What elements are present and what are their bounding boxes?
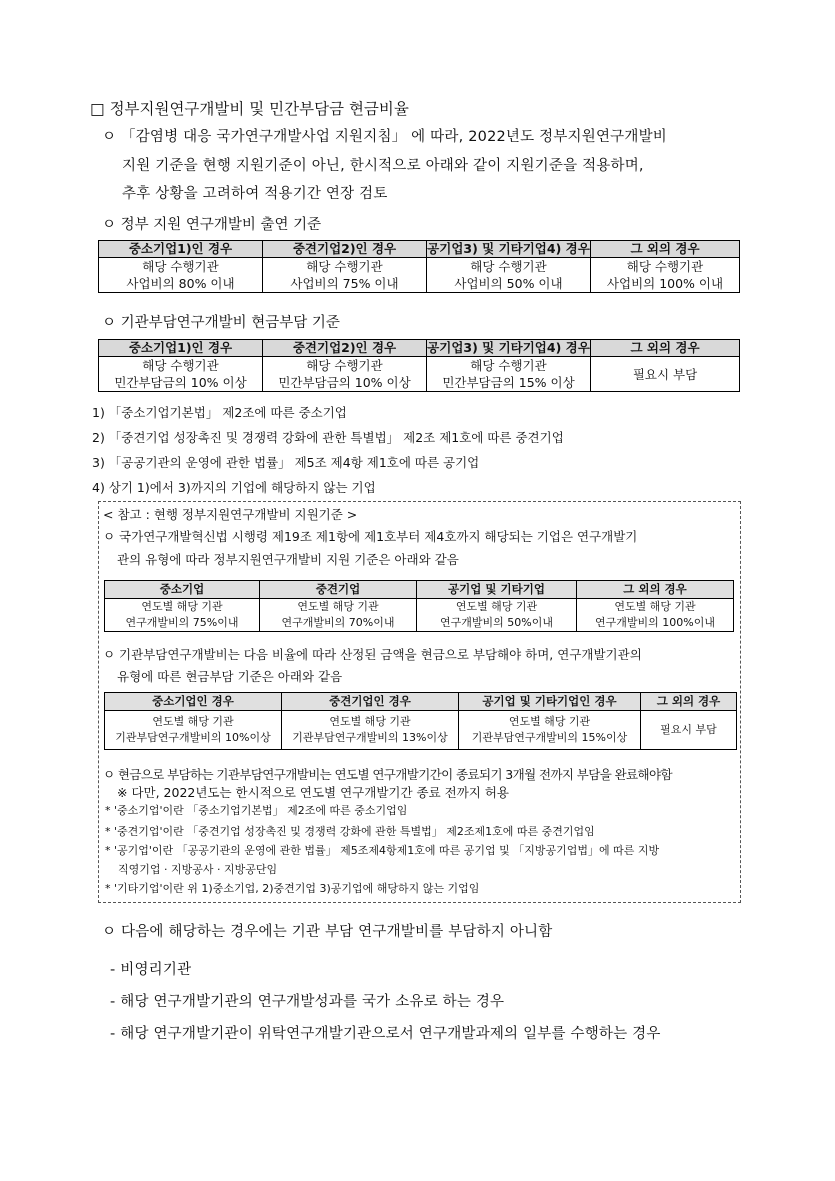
table3-cell: 연도별 해당 기관 연구개발비의 70%이내 bbox=[260, 599, 417, 632]
table1-cell: 해당 수행기관 사업비의 75% 이내 bbox=[263, 258, 427, 293]
reference-para1-line2: 관의 유형에 따라 정부지원연구개발비 지원 기준은 아래와 같음 bbox=[117, 552, 459, 567]
table2-header-sme: 중소기업1)인 경우 bbox=[99, 340, 263, 357]
table1-cell: 해당 수행기관 사업비의 100% 이내 bbox=[591, 258, 740, 293]
table2-cell: 해당 수행기관 민간부담금의 10% 이상 bbox=[263, 357, 427, 392]
reference-para2-line2: 유형에 따른 현금부담 기준은 아래와 같음 bbox=[117, 669, 343, 684]
reference-def-2: * '중견기업'이란 「중견기업 성장촉진 및 경쟁력 강화에 관한 특별법」 제2조제1호에 따른 중견기업임 bbox=[105, 825, 595, 838]
table3-header-sme: 중소기업 bbox=[105, 581, 260, 599]
reference-note: ※ 다만, 2022년도는 한시적으로 연도별 연구개발기간 종료 전까지 허용 bbox=[117, 785, 509, 800]
table2-cell: 해당 수행기관 민간부담금의 15% 이상 bbox=[427, 357, 591, 392]
table3-header-midsize: 중견기업 bbox=[260, 581, 417, 599]
cash-burden-table bbox=[98, 339, 740, 392]
table4-cell: 연도별 해당 기관 기관부담연구개발비의 10%이상 bbox=[105, 711, 282, 750]
table1-heading: ㅇ 정부 지원 연구개발비 출연 기준 bbox=[102, 217, 322, 233]
reference-para3: ㅇ 현금으로 부담하는 기관부담연구개발비는 연도별 연구개발기간이 종료되기 3개월 전까지 부담을 완료해야함 bbox=[103, 767, 672, 782]
table4-cell: 필요시 부담 bbox=[641, 711, 737, 750]
footnote-1: 1) 「중소기업기본법」 제2조에 따른 중소기업 bbox=[92, 405, 347, 420]
table2-header-other: 그 외의 경우 bbox=[591, 340, 740, 357]
intro-line-1: ㅇ 「감염병 대응 국가연구개발사업 지원지침」 에 따라, 2022년도 정부지원연구개발비 bbox=[102, 129, 668, 145]
footnote-3: 3) 「공공기관의 운영에 관한 법률」 제5조 제4항 제1호에 따른 공기업 bbox=[92, 455, 480, 470]
footnote-2: 2) 「중견기업 성장촉진 및 경쟁력 강화에 관한 특별법」 제2조 제1호에 따른 중견기업 bbox=[92, 430, 564, 445]
table2-heading: ㅇ 기관부담연구개발비 현금부담 기준 bbox=[102, 315, 340, 331]
exemption-heading: ㅇ 다음에 해당하는 경우에는 기관 부담 연구개발비를 부담하지 아니함 bbox=[102, 924, 553, 940]
table4-cell: 연도별 해당 기관 기관부담연구개발비의 15%이상 bbox=[459, 711, 641, 750]
reference-def-1: * '중소기업'이란 「중소기업기본법」 제2조에 따른 중소기업임 bbox=[105, 804, 408, 817]
table3-header-other: 그 외의 경우 bbox=[577, 581, 734, 599]
table1-header-midsize: 중견기업2)인 경우 bbox=[263, 241, 427, 258]
reference-para2-line1: ㅇ 기관부담연구개발비는 다음 비율에 따라 산정된 금액을 현금으로 부담해야 하며, 연구개발기관의 bbox=[103, 647, 642, 662]
reference-para1-line1: ㅇ 국가연구개발혁신법 시행령 제19조 제1항에 제1호부터 제4호까지 해당되는 기업은 연구개발기 bbox=[103, 529, 638, 544]
table1-header-sme: 중소기업1)인 경우 bbox=[99, 241, 263, 258]
table1-cell: 해당 수행기관 사업비의 80% 이내 bbox=[99, 258, 263, 293]
table2-cell: 해당 수행기관 민간부담금의 10% 이상 bbox=[99, 357, 263, 392]
reference-title: < 참고 : 현행 정부지원연구개발비 지원기준 > bbox=[103, 507, 358, 522]
reference-cash-table bbox=[104, 692, 737, 750]
table2-header-public: 공기업3) 및 기타기업4) 경우 bbox=[427, 340, 590, 355]
table4-header-midsize: 중견기업인 경우 bbox=[282, 693, 459, 711]
intro-line-3: 추후 상황을 고려하여 적용기간 연장 검토 bbox=[122, 186, 388, 202]
table3-cell: 연도별 해당 기관 연구개발비의 75%이내 bbox=[105, 599, 260, 632]
section-title: □ 정부지원연구개발비 및 민간부담금 현금비율 bbox=[90, 100, 409, 118]
table2-header-midsize: 중견기업2)인 경우 bbox=[263, 340, 427, 357]
reference-def-4: 직영기업 · 지방공사 · 지방공단임 bbox=[118, 863, 278, 876]
table4-header-sme: 중소기업인 경우 bbox=[105, 693, 282, 711]
table4-cell: 연도별 해당 기관 기관부담연구개발비의 13%이상 bbox=[282, 711, 459, 750]
table4-header-public: 공기업 및 기타기업인 경우 bbox=[459, 693, 641, 711]
reference-def-3: * '공기업'이란 「공공기관의 운영에 관한 법률」 제5조제4항제1호에 따른 공기업 및 「지방공기업법」에 따른 지방 bbox=[105, 844, 660, 857]
table4-header-other: 그 외의 경우 bbox=[641, 693, 737, 711]
table3-cell: 연도별 해당 기관 연구개발비의 50%이내 bbox=[417, 599, 577, 632]
footnote-4: 4) 상기 1)에서 3)까지의 기업에 해당하지 않는 기업 bbox=[92, 480, 376, 495]
reference-def-5: * '기타기업'이란 위 1)중소기업, 2)중견기업 3)공기업에 해당하지 않는 기업임 bbox=[105, 882, 480, 895]
exemption-item-2: - 해당 연구개발기관의 연구개발성과를 국가 소유로 하는 경우 bbox=[110, 994, 505, 1010]
table1-cell: 해당 수행기관 사업비의 50% 이내 bbox=[427, 258, 591, 293]
table3-header-public: 공기업 및 기타기업 bbox=[417, 581, 577, 599]
intro-line-2: 지원 기준을 현행 지원기준이 아닌, 한시적으로 아래와 같이 지원기준을 적용하며, bbox=[122, 158, 644, 174]
table1-header-public: 공기업3) 및 기타기업4) 경우 bbox=[427, 241, 590, 256]
exemption-item-3: - 해당 연구개발기관이 위탁연구개발기관으로서 연구개발과제의 일부를 수행하는 경우 bbox=[110, 1026, 661, 1042]
reference-funding-table bbox=[104, 580, 734, 632]
gov-funding-table bbox=[98, 240, 740, 293]
table3-cell: 연도별 해당 기관 연구개발비의 100%이내 bbox=[577, 599, 734, 632]
exemption-item-1: - 비영리기관 bbox=[110, 962, 192, 978]
table1-header-other: 그 외의 경우 bbox=[591, 241, 740, 258]
table2-cell: 필요시 부담 bbox=[591, 357, 740, 392]
